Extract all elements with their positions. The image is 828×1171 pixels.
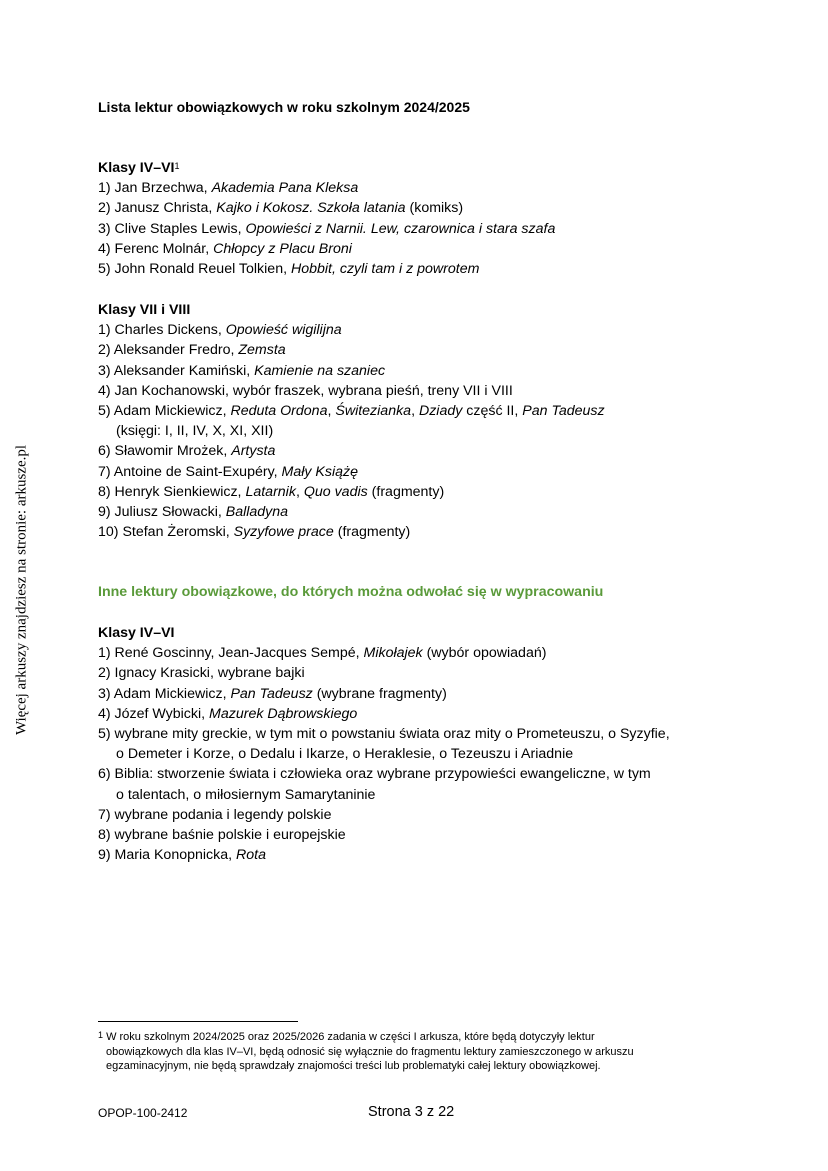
- item-text: o talentach, o miłosiernym Samarytaninie: [116, 786, 376, 803]
- list-item-line: [98, 825, 670, 845]
- item-text: 3) Clive Staples Lewis,: [98, 220, 246, 237]
- item-text: 3) Aleksander Kamiński,: [98, 362, 255, 379]
- item-text: (księgi: I, II, IV, X, XI, XII): [116, 423, 274, 440]
- list-item-line: [98, 340, 605, 360]
- list-item: [98, 522, 605, 542]
- reading-list: [98, 643, 670, 865]
- section-heading: Klasy $IV-VI^1$: [98, 160, 180, 176]
- page-number: Strona 3 z 22: [368, 1104, 455, 1120]
- footnote-line: W roku szkolnym 2024/2025 oraz 2025/2026 zadania w części I arkusza, które będą dotyczyły lektur: [106, 1031, 595, 1043]
- work-title: Pan Tadeusz: [230, 685, 313, 702]
- list-item: [98, 805, 670, 825]
- item-text: 5) Adam Mickiewicz,: [98, 403, 231, 420]
- item-text: o Demeter i Korze, o Dedalu i Ikarze, o Heraklesie, o Tezeuszu i Ariadnie: [116, 746, 574, 763]
- list-item: [98, 482, 605, 502]
- footnote-divider: [98, 1021, 298, 1022]
- list-item-line: [98, 361, 605, 381]
- item-text: ,: [411, 403, 419, 420]
- item-text: 1) René Goscinny, Jean-Jacques Sempé,: [98, 645, 364, 662]
- section-klasy-iv-vi: [98, 158, 555, 279]
- work-title: Hobbit, czyli tam i z powrotem: [290, 261, 480, 278]
- reading-list: [98, 320, 605, 542]
- footnote-line: egzaminacyjnym, nie będą sprawdzały znajomości treści lub problematyki całej lektury obowiązkowej.: [106, 1060, 601, 1072]
- work-title: Świtezianka: [335, 403, 412, 420]
- list-item-line: [98, 785, 670, 805]
- document-code: OPOP-100-2412: [98, 1106, 188, 1120]
- list-item-line: [98, 441, 605, 461]
- list-item: [98, 845, 670, 865]
- item-text: (fragmenty): [367, 483, 445, 500]
- list-item-line: [98, 805, 670, 825]
- work-title: Latarnik: [245, 483, 296, 500]
- side-watermark-text: Więcej arkuszy znajdziesz na stronie: arkusze.pl: [13, 444, 30, 736]
- work-title: Chłopcy z Placu Broni: [213, 240, 352, 257]
- item-text: 7) wybrane podania i legendy polskie: [98, 806, 332, 823]
- list-item: [98, 684, 670, 704]
- list-item-line: [98, 764, 670, 784]
- list-item-line: [98, 320, 605, 340]
- list-item-line: [98, 421, 605, 441]
- footnote-mark: 1: [98, 1030, 104, 1040]
- work-title: Kajko i Kokosz. Szkoła latania: [216, 200, 406, 217]
- work-title: Artysta: [231, 443, 276, 460]
- item-text: 8) wybrane baśnie polskie i europejskie: [98, 827, 346, 844]
- list-item: [98, 381, 605, 401]
- other-readings-heading: Inne lektury obowiązkowe, do których można odwołać się w wypracowaniu: [98, 584, 604, 600]
- work-title: Pan Tadeusz: [522, 403, 605, 420]
- list-item: [98, 764, 670, 804]
- item-text: część II,: [462, 403, 523, 420]
- work-title: Dziady: [418, 403, 463, 420]
- item-text: 6) Biblia: stworzenie świata i człowieka oraz wybrane przypowieści ewangeliczne, w tym: [98, 766, 651, 783]
- work-title: Quo vadis: [303, 483, 368, 500]
- list-item: [98, 724, 670, 764]
- list-item: [98, 219, 555, 239]
- item-text: 10) Stefan Żeromski,: [98, 524, 234, 541]
- item-text: 2) Janusz Christa,: [98, 200, 217, 217]
- footnote: [98, 1030, 738, 1074]
- list-item-line: [98, 724, 670, 744]
- item-text: 1) Jan Brzechwa,: [98, 180, 212, 197]
- list-item: [98, 502, 605, 522]
- item-text: 2) Ignacy Krasicki, wybrane bajki: [98, 665, 305, 682]
- item-text: 9) Juliusz Słowacki,: [98, 504, 226, 521]
- item-text: 2) Aleksander Fredro,: [98, 342, 239, 359]
- list-item: [98, 643, 670, 663]
- list-item: [98, 361, 605, 381]
- reading-list: [98, 178, 555, 279]
- list-item: [98, 825, 670, 845]
- list-item-line: [98, 178, 555, 198]
- item-text: 4) Ferenc Molnár,: [98, 240, 214, 257]
- item-text: 4) Jan Kochanowski, wybór fraszek, wybrana pieśń, treny VII i VIII: [98, 382, 513, 399]
- section-heading: Klasy VII i VIII: [98, 302, 191, 318]
- work-title: Mikołajek: [363, 645, 423, 662]
- item-text: (wybór opowiadań): [422, 645, 547, 662]
- list-item-line: [98, 704, 670, 724]
- footnote-line: obowiązkowych dla klas IV–VI, będą odnosić się wyłącznie do fragmentu lektury zamieszczonego w arkuszu: [106, 1045, 634, 1058]
- item-text: 8) Henryk Sienkiewicz,: [98, 483, 246, 500]
- list-item-line: [98, 259, 555, 279]
- list-item: [98, 239, 555, 259]
- list-item-line: [98, 643, 670, 663]
- work-title: Reduta Ordona: [230, 403, 328, 420]
- item-text: 5) John Ronald Reuel Tolkien,: [98, 261, 291, 278]
- list-item-line: [98, 482, 605, 502]
- item-text: 9) Maria Konopnicka,: [98, 847, 237, 864]
- list-item: [98, 704, 670, 724]
- list-item: [98, 320, 605, 340]
- list-item-line: [98, 462, 605, 482]
- list-item-line: [98, 845, 670, 865]
- list-item: [98, 401, 605, 441]
- footnote-ref[interactable]: 1: [174, 161, 180, 171]
- list-item: [98, 259, 555, 279]
- item-text: 6) Sławomir Mrożek,: [98, 443, 232, 460]
- item-text: 7) Antoine de Saint-Exupéry,: [98, 463, 282, 480]
- list-item-line: [98, 684, 670, 704]
- item-text: ,: [327, 403, 336, 420]
- list-item: [98, 441, 605, 461]
- list-item-line: [98, 198, 555, 218]
- work-title: Mały Książę: [281, 463, 358, 480]
- section-heading: Klasy IV–VI: [98, 625, 175, 641]
- list-item: [98, 663, 670, 683]
- section-klasy-vii-viii: [98, 300, 605, 542]
- list-item-line: [98, 744, 670, 764]
- work-title: Zemsta: [238, 342, 286, 359]
- list-item: [98, 178, 555, 198]
- item-text: 3) Adam Mickiewicz,: [98, 685, 231, 702]
- item-text: ,: [295, 483, 304, 500]
- list-item-line: [98, 239, 555, 259]
- work-title: Akademia Pana Kleksa: [211, 180, 359, 197]
- work-title: Kamienie na szaniec: [254, 362, 386, 379]
- page-title: Lista lektur obowiązkowych w roku szkolnym 2024/2025: [98, 99, 470, 115]
- item-text: (wybrane fragmenty): [312, 685, 447, 702]
- list-item-line: [98, 401, 605, 421]
- list-item: [98, 198, 555, 218]
- work-title: Mazurek Dąbrowskiego: [209, 705, 358, 722]
- list-item-line: [98, 663, 670, 683]
- item-text: 1) Charles Dickens,: [98, 322, 226, 339]
- list-item-line: [98, 502, 605, 522]
- item-text: 4) Józef Wybicki,: [98, 705, 210, 722]
- section-other-klasy-iv-vi: [98, 623, 670, 865]
- item-text: (fragmenty): [333, 524, 411, 541]
- list-item: [98, 462, 605, 482]
- work-title: Rota: [236, 847, 266, 864]
- list-item-line: [98, 381, 605, 401]
- item-text: 5) wybrane mity greckie, w tym mit o powstaniu świata oraz mity o Prometeuszu, o Syzyfie,: [98, 726, 670, 743]
- work-title: Opowieść wigilijna: [225, 322, 342, 339]
- list-item: [98, 340, 605, 360]
- list-item-line: [98, 219, 555, 239]
- work-title: Opowieści z Narnii. Lew, czarownica i stara szafa: [245, 220, 556, 237]
- list-item-line: [98, 522, 605, 542]
- work-title: Balladyna: [225, 504, 289, 521]
- work-title: Syzyfowe prace: [233, 524, 334, 541]
- item-text: (komiks): [405, 200, 464, 217]
